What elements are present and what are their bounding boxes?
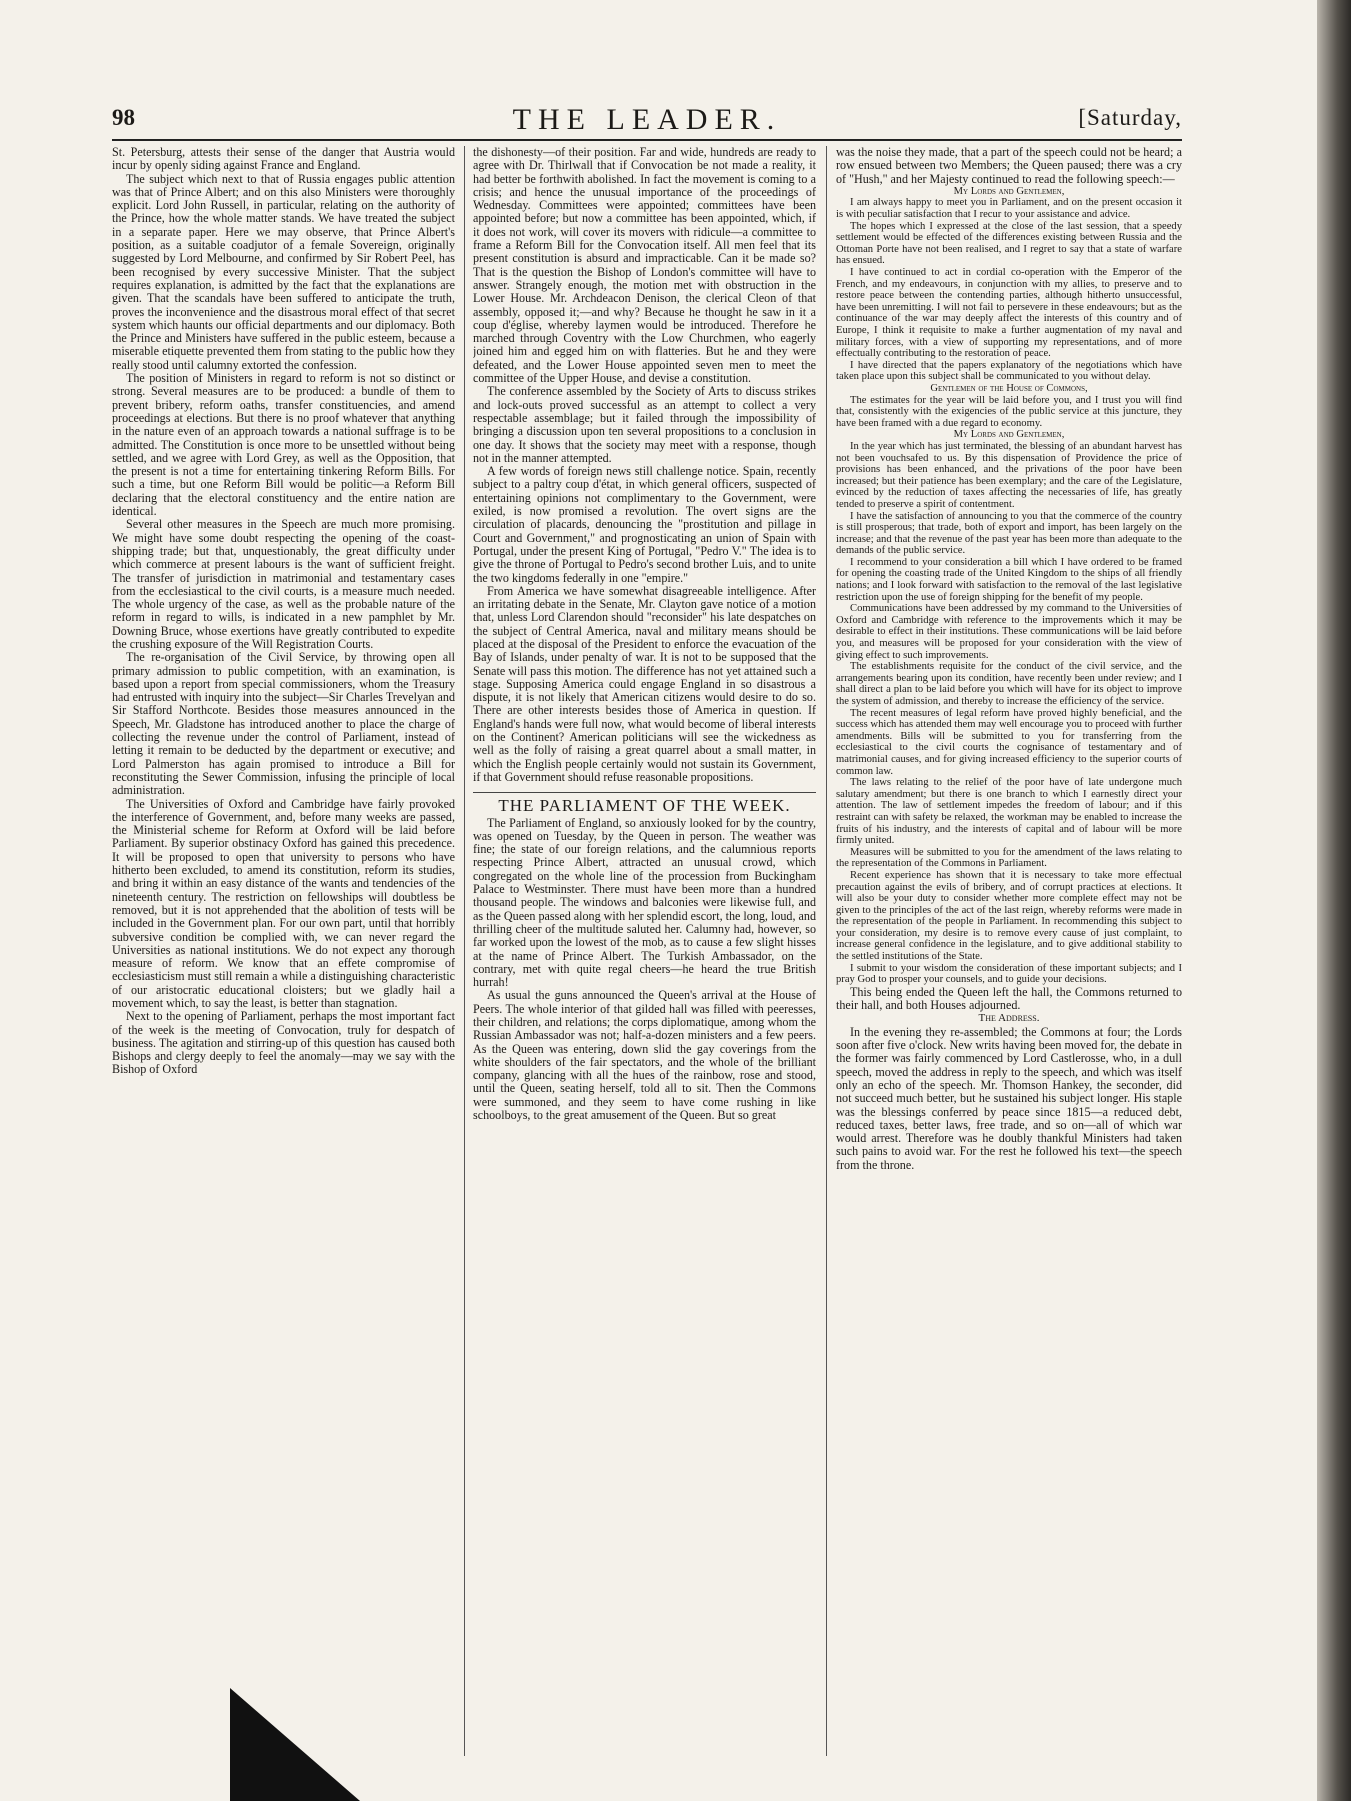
speech-paragraph: The laws relating to the relief of the poor have of late undergone much salutary amendment; but there is one branch to which I earnestly direct your attention. The law of settlement impedes the freedom of labour; and if this restraint can with safety be relaxed, the workman may be enabled to increase the fruits of his industry, and the interests of capital and of labour will be more firmly united. [836, 777, 1182, 847]
masthead-title: THE LEADER. [512, 103, 782, 136]
speech-paragraph: Measures will be submitted to you for the amendment of the laws relating to the representation of the Commons in Parliament. [836, 846, 1182, 870]
speech-paragraph: The hopes which I expressed at the close of the last session, that a speedy settlement would be effected of the differences existing between Russia and the Ottoman Porte have not been realised, and I regret to say that a state of warfare has ensued. [836, 220, 1182, 267]
column-2 [473, 146, 816, 1756]
paragraph: The Parliament of England, so anxiously looked for by the country, was opened on Tuesday, by the Queen in person. The weather was fine; the state of our foreign relations, and the calumnious reports respecting Prince Albert, attracted an unusual crowd, which congregated on the whole line of the procession from Buckingham Palace to Westminster. There must have been more than a hundred thousand people. The windows and balconies were likewise full, and as the Queen passed along with her splendid escort, the long, loud, and thrilling cheer of the multitude saluted her. Calumny had, however, so far worked upon the lowest of the mob, as to cause a few slight hisses at the name of Prince Albert. The Turkish Ambassador, on the contrary, met with quite regal cheers—he heard the true British hurrah! [473, 815, 816, 990]
speech-paragraph: The estimates for the year will be laid before you, and I trust you will find that, consistently with the exigencies of the public service at this juncture, they have been framed with a due regard to economy. [836, 394, 1182, 429]
speech-paragraph: Recent experience has shown that it is necessary to take more effectual precaution against the evils of bribery, and of corrupt practices at elections. It will also be your duty to consider whether more complete effect may not be given to the principles of the act of the last reign, whereby reforms were made in the representation of the people in Parliament. In recommending this subject to your consideration, my desire is to remove every cause of just complaint, to increase general confidence in the legislature, and to give additional stability to the settled institutions of the State. [836, 869, 1182, 963]
speech-paragraph: I am always happy to meet you in Parliament, and on the present occasion it is with peculiar satisfaction that I recur to your assistance and advice. [836, 197, 1182, 221]
speech-salutation: My Lords and Gentlemen, [953, 185, 1065, 197]
speech-paragraph: I submit to your wisdom the consideration of these important subjects; and I pray God to prosper your counsels, and to guide your decisions. [836, 962, 1182, 986]
paragraph: As usual the guns announced the Queen's arrival at the House of Peers. The whole interior of that gilded hall was filled with peeresses, their children, and relations; the corps diplomatique, among whom the Russian Ambassador was not; half-a-dozen ministers and a few peers. As the Queen was entering, down slid the gay coverings from the white shoulders of the fair spectators, and the whole of the brilliant company, glancing with all the hues of the rainbow, rose and stood, until the Queen, seating herself, told all to sit. Then the Commons were summoned, and they seem to have come rushing in like schoolboys, to the great amusement of the Queen. But so great [473, 988, 816, 1123]
paragraph: Several other measures in the Speech are much more promising. We might have some doubt respecting the opening of the coast-shipping trade; but that, unquestionably, the great difficulty under which commerce at present labours is the want of sufficient freight. The transfer of jurisdiction in matrimonial and testamentary cases from the ecclesiastical to the civil courts, is a measure much needed. The whole urgency of the case, as well as the probable nature of the reform in regard to wills, is indicated in a new pamphlet by Mr. Downing Bruce, whose exertions have greatly contributed to expedite the crushing exposure of the Will Registration Courts. [112, 517, 455, 651]
paragraph: The position of Ministers in regard to reform is not so distinct or strong. Several measures are to be produced: a bundle of them to prevent bribery, reform oaths, transfer constituencies, and amend proceedings at elections. But there is no proof whatever that anything in the nature even of an approach towards a national suffrage is to be admitted. The Constitution is once more to be unsettled without being settled, and we agree with Lord Grey, as well as the Opposition, that the present is not a time for entertaining tinkering Reform Bills. For such a time, but one Reform Bill would be politic—a Reform Bill declaring that the electoral constituency and the entire nation are identical. [112, 371, 455, 519]
paragraph: was the noise they made, that a part of the speech could not be heard; a row ensued between two Members; the Queen paused; there was a cry of "Hush," and her Majesty continued to read the following speech:— [836, 146, 1182, 186]
page-edge-shadow [1317, 0, 1351, 1801]
torn-corner [230, 1688, 360, 1801]
paragraph: the dishonesty—of their position. Far and wide, hundreds are ready to agree with Dr. Thirlwall that if Convocation be not made a reality, it had better be forthwith abolished. In fact the movement is coming to a crisis; and hence the unusual importance of the proceedings of Wednesday. Committees were appointed; committees have been appointed before; but now a committee has been appointed, which, if it does not work, will cover its movers with ridicule—a committee to frame a Reform Bill for the Convocation itself. All men feel that its present constitution is absurd and impracticable. Can it be made so? That is the question the Bishop of London's committee will have to answer. Strangely enough, the motion met with obstruction in the Lower House. Mr. Archdeacon Denison, the clerical Cleon of that assembly, opposed it;—and why? Because he thought he saw in it a coup d'église, whereby laymen would be introduced. Therefore he marched through Coventry with the Low Churchmen, who eagerly joined him and egged him on with flatteries. But he and they were defeated, and the Lower House appointed seven men to meet the committee of the Upper House, and devise a constitution. [473, 146, 816, 386]
column-3 [836, 146, 1182, 1756]
paragraph: A few words of foreign news still challenge notice. Spain, recently subject to a paltry coup d'état, in which general officers, suspected of entertaining opinions not complimentary to the Government, were exiled, is now promised a revolution. The overt signs are the circulation of placards, denouncing the "prostitution and pillage in Court and Government," and prognosticating an union of Spain with Portugal, under the present King of Portugal, "Pedro V." The idea is to give the throne of Portugal to Pedro's second brother Luis, and to unite the two kingdoms federally in one "empire." [473, 464, 816, 585]
paragraph: The Universities of Oxford and Cambridge have fairly provoked the interference of Government, and, before many weeks are passed, the Ministerial scheme for Reform at Oxford will be laid before Parliament. By superior obstinacy Oxford has gained this precedence. It will be proposed to open that university to persons who have hitherto been excluded, to amend its constitution, reform its studies, and bring it within an easy distance of the wants and tendencies of the nineteenth century. The restriction on fellowships will doubtless be removed, but it is not apprehended that the abolition of tests will be included in the Government plan. For our own part, until that horribly subversive condition be complied with, we can never regard the Universities as national institutions. We do not expect any thorough measure of reform. We know that an effete compromise of ecclesiasticism must still remain a while a distinguishing characteristic of our aristocratic educational cloisters; but we gladly hail a movement which, to say the least, is better than stagnation. [112, 796, 455, 1010]
page-header [112, 103, 1182, 137]
paragraph: The re-organisation of the Civil Service, by throwing open all primary admission to public competition, with an examination, is based upon a report from special commissioners, whom the Treasury had entrusted with inquiry into the subject—Sir Charles Trevelyan and Sir Stafford Northcote. Besides those measures announced in the Speech, Mr. Gladstone has introduced another to place the charge of collecting the revenue under the control of Parliament, instead of letting it remain to be deducted by the department or executive; and Lord Palmerston has again promised to introduce a Bill for reconstituting the Sewer Commission, infusing the principle of local administration. [112, 650, 455, 798]
speech-paragraph: I have continued to act in cordial co-operation with the Emperor of the French, and my endeavours, in conjunction with my allies, to preserve and to restore peace between the contending parties, although hitherto unsuccessful, have been unremitting. I will not fail to persevere in these endeavours; but as the continuance of the war may deeply affect the interests of this country and of Europe, I think it requisite to make a further augmentation of my naval and military forces, with a view of supporting my representations, and of more effectually contributing to the restoration of peace. [836, 267, 1182, 360]
paragraph: St. Petersburg, attests their sense of the danger that Austria would incur by openly siding against France and England. [112, 146, 455, 173]
speech-paragraph: I recommend to your consideration a bill which I have ordered to be framed for opening the coasting trade of the United Kingdom to the ships of all friendly nations; and I look forward with satisfaction to the removal of the last legislative restriction upon the use of foreign shipping for the benefit of my people. [836, 556, 1182, 603]
speech-paragraph: Communications have been addressed by my command to the Universities of Oxford and Cambridge with reference to the improvements which it may be desirable to effect in their institutions. These communications will be laid before you, and measures will be proposed for your consideration with the view of giving effect to such improvements. [836, 603, 1182, 661]
paragraph: Next to the opening of Parliament, perhaps the most important fact of the week is the meeting of Convocation, truly for despatch of business. The agitation and stirring-up of this question has caused both Bishops and clergy deeply to feel the anomaly—may we say with the Bishop of Oxford [112, 1009, 455, 1077]
paragraph: From America we have somewhat disagreeable intelligence. After an irritating debate in the Senate, Mr. Clayton gave notice of a motion that, unless Lord Clarendon should "reconsider" his late despatches on the subject of Central America, naval and military means should be placed at the disposal of the President to enforce the evacuation of the Bay of Islands, under penalty of war. It is not to be supposed that the Senate will pass this motion. The difference has not yet attained such a stage. Supposing America could engage England in so disastrous a dispute, it is not likely that American citizens would desire to do so. There are other interests besides those of America in question. If England's hands were full now, what would become of liberal interests on the Continent? American politicians will see the wickedness as well as the folly of raising a great quarrel about a small matter, in which the English people certainly would not sustain its Government, if that Government should refuse reasonable propositions. [473, 583, 816, 784]
column-1 [112, 146, 455, 1756]
page-number: 98 [112, 105, 135, 130]
paragraph: This being ended the Queen left the hall, the Commons returned to their hall, and both Houses adjourned. [836, 984, 1182, 1013]
queens-speech [836, 186, 1182, 986]
speech-paragraph: In the year which has just terminated, the blessing of an abundant harvest has not been vouchsafed to us. By this dispensation of Providence the price of provisions has been enhanced, and the privations of the poor have been increased; but their patience has been exemplary; and the care of the Legislature, evinced by the reduction of taxes affecting the necessaries of life, has greatly tended to preserve a spirit of contentment. [836, 440, 1182, 510]
header-day: [Saturday, [1078, 105, 1182, 130]
subheading-address: The Address. [978, 1012, 1040, 1025]
speech-salutation: Gentlemen of the House of Commons, [930, 382, 1088, 394]
speech-salutation: My Lords and Gentlemen, [953, 429, 1065, 441]
speech-paragraph: I have directed that the papers explanatory of the negotiations which have taken place upon this subject shall be communicated to you without delay. [836, 359, 1182, 383]
paragraph: The conference assembled by the Society of Arts to discuss strikes and lock-outs proved successful as an attempt to collect a very respectable assemblage; but it failed through the impossibility of bringing a discussion upon ten several propositions to a conclusion in one day. It shows that the society may meet with a response, though not in the manner attempted. [473, 384, 816, 465]
paragraph: In the evening they re-assembled; the Commons at four; the Lords soon after five o'clock. New writs having been moved for, the debate in the former was fairly commenced by Lord Castlerosse, who, in a dull speech, moved the address in reply to the speech, and which was itself only an echo of the speech. Mr. Thomson Hankey, the seconder, did not succeed much better, but he sustained his subject longer. His staple was the blessings conferred by peace since 1815—a reduced debt, reduced taxes, better laws, free trade, and so on—all of which war would arrest. Therefore was he doubly thankful Ministers had taken such pains to avoid war. For the rest he followed his text—the speech from the throne. [836, 1024, 1182, 1172]
header-rule [112, 139, 1182, 141]
speech-paragraph: I have the satisfaction of announcing to you that the commerce of the country is still prosperous; that trade, both of export and import, has been largely on the increase; and that the revenue of the past year has been more than adequate to the demands of the public service. [836, 510, 1182, 557]
paragraph: The subject which next to that of Russia engages public attention was that of Prince Albert; and on this also Ministers were thoroughly explicit. Lord John Russell, in particular, relating on the authority of the Prince, how the whole matter stands. We have treated the subject in a separate paper. Here we may observe, that Prince Albert's position, as a suitable coadjutor of a female Sovereign, originally suggested by Lord Melbourne, and confirmed by Sir Robert Peel, has been recognised by every successive Minister. That the subject requires explanation, is admitted by the fact that the explanations are given. That the scandals have been suffered to anticipate the truth, proves the inconvenience and the disastrous moral effect of that secret system which haunts our official departments and our diplomacy. Both the Prince and Ministers have suffered in the public esteem, because a miserable etiquette prevented them from stating to the public how they really stood until calumny extorted the confession. [112, 171, 455, 372]
column-divider [464, 146, 465, 1756]
speech-paragraph: The establishments requisite for the conduct of the civil service, and the arrangements bearing upon its condition, have recently been under review; and I shall direct a plan to be laid before you which will have for its object to improve the system of admission, and thereby to increase the efficiency of the service. [836, 661, 1182, 708]
speech-paragraph: The recent measures of legal reform have proved highly beneficial, and the success which has attended them may well encourage you to proceed with further amendments. Bills will be submitted to you for transferring from the ecclesiastical to the civil courts the cognisance of testamentary and of matrimonial causes, and for giving increased efficiency to the superior courts of common law. [836, 707, 1182, 777]
section-heading: THE PARLIAMENT OF THE WEEK. [473, 792, 816, 812]
column-divider [826, 146, 827, 1756]
